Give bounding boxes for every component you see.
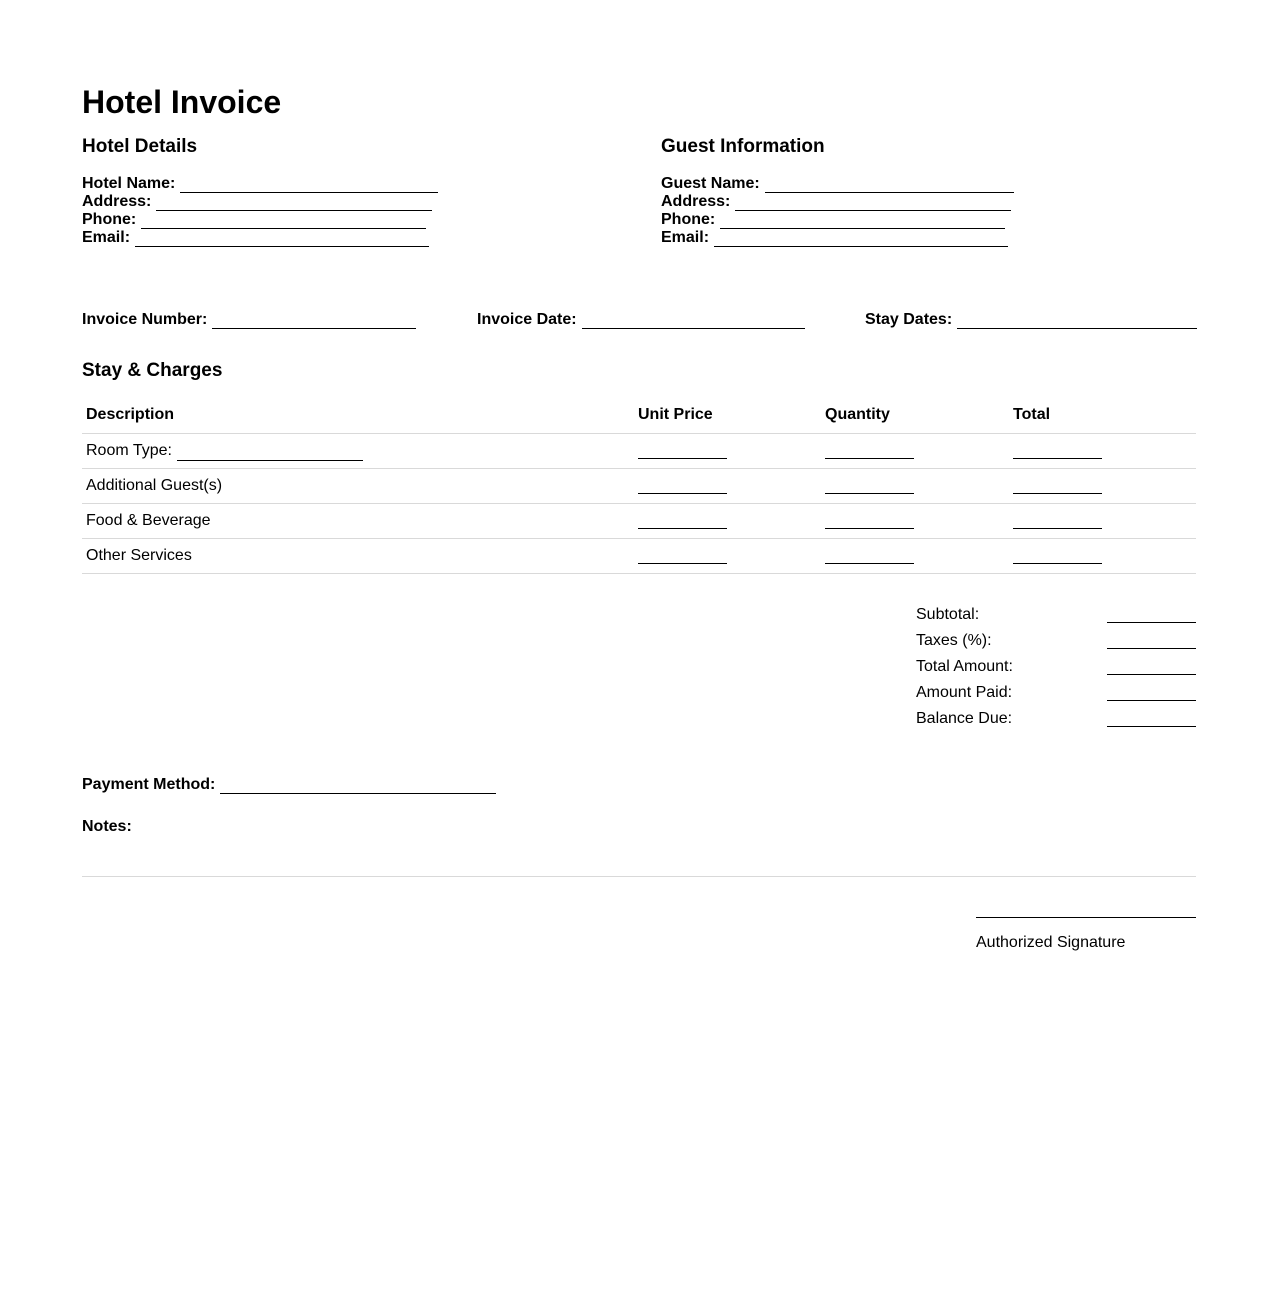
row2-quantity-blank[interactable] [825,493,914,494]
room-type-label: Room Type: [86,442,172,459]
row3-unit-price-blank[interactable] [638,528,727,529]
invoice-number-blank[interactable] [212,314,416,329]
hotel-details-heading: Hotel Details [82,136,198,157]
row1-quantity-blank[interactable] [825,458,914,459]
hotel-phone-field[interactable] [82,211,426,229]
hotel-phone-label: Phone: [82,211,137,228]
stay-dates-field[interactable] [865,311,1197,329]
table-row [86,441,363,461]
taxes-label: Taxes (%): [916,632,992,649]
page-title: Hotel Invoice [82,84,282,120]
hotel-email-field[interactable] [82,229,429,247]
hotel-address-field[interactable] [82,193,432,211]
invoice-date-blank[interactable] [582,314,805,329]
room-type-blank[interactable] [177,446,363,461]
total-amount-label: Total Amount: [916,658,1013,675]
guest-email-field[interactable] [661,229,1008,247]
row1-unit-price-blank[interactable] [638,458,727,459]
guest-address-label: Address: [661,193,731,210]
invoice-number-field[interactable] [82,311,416,329]
hotel-name-blank[interactable] [180,178,438,193]
guest-info-heading: Guest Information [661,136,825,157]
table-row: Additional Guest(s) [86,477,223,494]
guest-name-label: Guest Name: [661,175,760,192]
balance-due-blank[interactable] [1107,726,1196,727]
guest-phone-label: Phone: [661,211,716,228]
stay-dates-label: Stay Dates: [865,311,953,328]
row2-total-blank[interactable] [1013,493,1102,494]
payment-method-blank[interactable] [220,779,496,794]
guest-name-field[interactable] [661,175,1014,193]
balance-due-label: Balance Due: [916,710,1013,727]
invoice-date-label: Invoice Date: [477,311,577,328]
stay-dates-blank[interactable] [957,314,1197,329]
notes-divider [82,876,1196,877]
row3-quantity-blank[interactable] [825,528,914,529]
row-divider [82,538,1196,539]
amount-paid-blank[interactable] [1107,700,1196,701]
hotel-address-blank[interactable] [156,196,432,211]
guest-email-label: Email: [661,229,710,246]
amount-paid-label: Amount Paid: [916,684,1013,701]
table-row: Food & Beverage [86,512,211,529]
payment-method-field[interactable] [82,776,496,794]
guest-address-blank[interactable] [735,196,1011,211]
row4-quantity-blank[interactable] [825,563,914,564]
hotel-email-blank[interactable] [135,232,429,247]
row4-unit-price-blank[interactable] [638,563,727,564]
guest-address-field[interactable] [661,193,1011,211]
row1-total-blank[interactable] [1013,458,1102,459]
signature-label: Authorized Signature [976,934,1126,951]
row-divider [82,573,1196,574]
signature-line[interactable] [976,917,1196,918]
invoice-date-field[interactable] [477,311,805,329]
header-divider [82,433,1196,434]
row3-total-blank[interactable] [1013,528,1102,529]
charges-heading: Stay & Charges [82,360,223,381]
col-description: Description [86,406,175,423]
guest-name-blank[interactable] [765,178,1014,193]
taxes-blank[interactable] [1107,648,1196,649]
col-unit-price: Unit Price [638,406,713,423]
row2-unit-price-blank[interactable] [638,493,727,494]
guest-phone-blank[interactable] [720,214,1005,229]
invoice-number-label: Invoice Number: [82,311,208,328]
row-divider [82,503,1196,504]
hotel-email-label: Email: [82,229,131,246]
table-row: Other Services [86,547,192,564]
col-quantity: Quantity [825,406,890,423]
row-divider [82,468,1196,469]
guest-email-blank[interactable] [714,232,1008,247]
subtotal-blank[interactable] [1107,622,1196,623]
payment-method-label: Payment Method: [82,776,216,793]
hotel-name-field[interactable] [82,175,438,193]
hotel-name-label: Hotel Name: [82,175,176,192]
row4-total-blank[interactable] [1013,563,1102,564]
guest-phone-field[interactable] [661,211,1005,229]
total-amount-blank[interactable] [1107,674,1196,675]
notes-label: Notes: [82,818,132,835]
col-total: Total [1013,406,1051,423]
hotel-phone-blank[interactable] [141,214,426,229]
hotel-address-label: Address: [82,193,152,210]
subtotal-label: Subtotal: [916,606,980,623]
